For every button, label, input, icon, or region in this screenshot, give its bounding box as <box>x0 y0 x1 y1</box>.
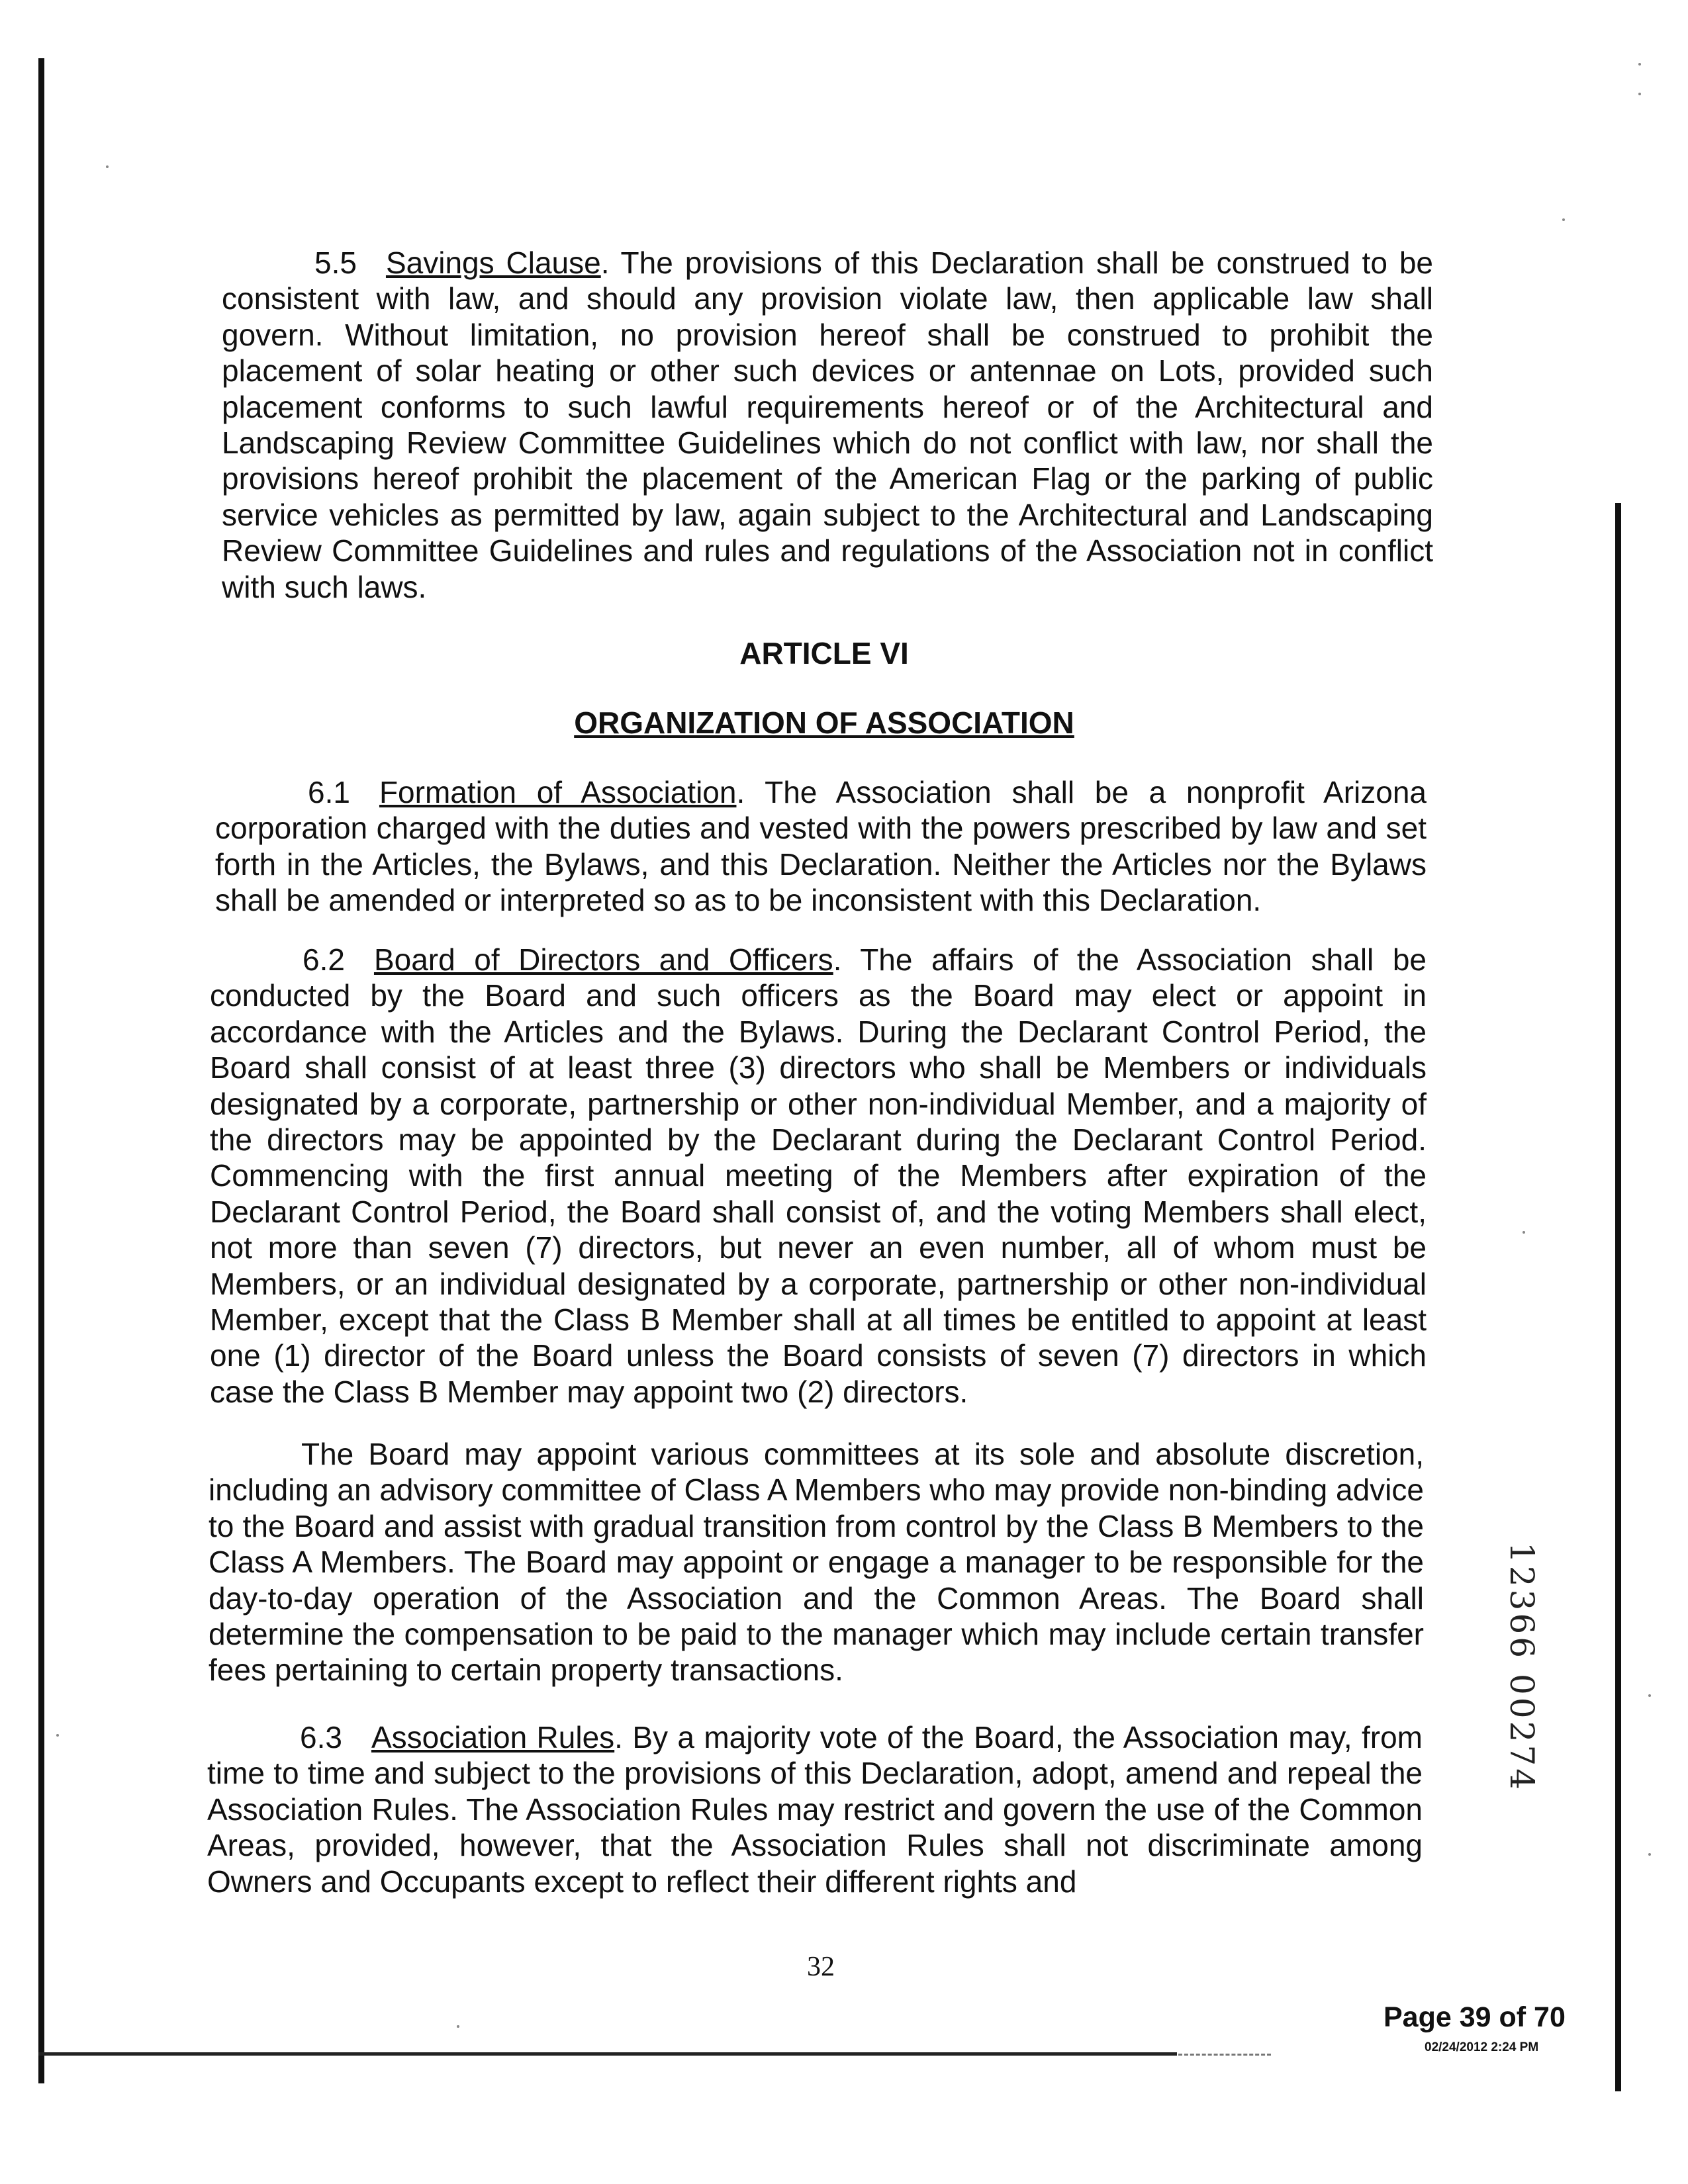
section-text: . The Association shall be a nonprofit Arizona corporation charged with the duties and vested with the powers prescribed by law and set forth in the Articles, the Bylaws, and this Declaration. Neither the Articles nor the Bylaws shall be amended or interpreted so as to be inconsistent with this Declaration. <box>215 775 1427 918</box>
scan-bottom-rule-dash <box>1178 2054 1271 2056</box>
section-title: Formation of Association <box>379 775 737 809</box>
section-title: Savings Clause <box>385 246 601 280</box>
scan-edge-left <box>38 58 44 2083</box>
section-title: Association Rules <box>371 1720 615 1754</box>
article-heading: ARTICLE VI <box>739 636 909 670</box>
section-number: 6.3 <box>300 1720 342 1754</box>
margin-identifier-text: 12366 00274 <box>1503 1542 1541 1793</box>
scan-speck <box>56 1734 59 1737</box>
section-title: Board of Directors and Officers <box>373 942 833 977</box>
recording-stamp-datetime: 02/24/2012 2:24 PM <box>1425 2040 1539 2054</box>
scan-speck <box>457 2025 459 2028</box>
recording-stamp-page: Page 39 of 70 <box>1383 2001 1566 2033</box>
scan-speck <box>1648 1694 1651 1697</box>
scan-speck <box>1638 93 1641 95</box>
scan-speck <box>106 165 109 168</box>
section-number: 6.1 <box>308 775 350 809</box>
scan-speck <box>1638 63 1641 66</box>
margin-identifier <box>1503 1542 1542 1820</box>
section-text: . The affairs of the Association shall be conducted by the Board and such officers as the Board may elect or appoint in accordance with the Articles and the Bylaws. During the Declarant Control Period, the Board shall consist of at least three (3) directors who shall be Members or individuals designated by a corporate, partnership or other non-individual Member, and a majority of the directors may be appointed by the Declarant during the Declarant Control Period. Commencing with the first annual meeting of the Members after expiration of the Declarant Control Period, the Board shall consist of, and the voting Members shall elect, not more than seven (7) directors, but never an even number, all of whom must be Members, or an individual designated by a corporate, partnership or other non-individual Member, except that the Class B Member shall at all times be entitled to appoint at least one (1) director of the Board unless the Board consists of seven (7) directors in which case the Class B Member may appoint two (2) directors. <box>210 942 1427 1409</box>
article-subheading: ORGANIZATION OF ASSOCIATION <box>574 705 1074 740</box>
section-6-1 <box>215 774 1427 919</box>
section-number: 6.2 <box>303 942 345 977</box>
section-6-2-paragraph-2: The Board may appoint various committees at its sole and absolute discretion, including an advisory committee of Class A Members who may provide non-binding advice to the Board and assist with gradual transition from control by the Class B Members to the Class A Members. The Board may appoint or engage a manager to be responsible for the day-to-day operation of the Association and the Common Areas. The Board shall determine the compensation to be paid to the manager which may include certain transfer fees pertaining to certain property transactions. <box>209 1437 1424 1688</box>
scan-speck <box>1562 218 1565 221</box>
section-text: . The provisions of this Declaration shall be construed to be consistent with law, and should any provision violate law, then applicable law shall govern. Without limitation, no provision hereof shall be construed to prohibit the placement of solar heating or other such devices or antennae on Lots, provided such placement conforms to such lawful requirements hereof or of the Architectural and Landscaping Review Committee Guidelines which do not conflict with law, nor shall the provisions hereof prohibit the placement of the American Flag or the parking of public service vehicles as permitted by law, again subject to the Architectural and Landscaping Review Committee Guidelines and rules and regulations of the Association not in conflict with such laws. <box>222 246 1433 604</box>
section-6-3 <box>207 1719 1423 1899</box>
scan-bottom-rule <box>38 2052 1177 2056</box>
scan-edge-right <box>1615 503 1621 2091</box>
page-number: 32 <box>807 1952 835 1982</box>
section-number: 5.5 <box>314 246 357 280</box>
scan-speck <box>1523 1231 1525 1234</box>
section-text: . By a majority vote of the Board, the Association may, from time to time and subject to the provisions of this Declaration, adopt, amend and repeal the Association Rules. The Association Rules may restrict and govern the use of the Common Areas, provided, however, that the Association Rules shall not discriminate among Owners and Occupants except to reflect their different rights and <box>207 1720 1423 1899</box>
section-5-5 <box>222 245 1433 605</box>
section-6-2 <box>210 942 1427 1410</box>
scan-speck <box>1648 1853 1651 1856</box>
